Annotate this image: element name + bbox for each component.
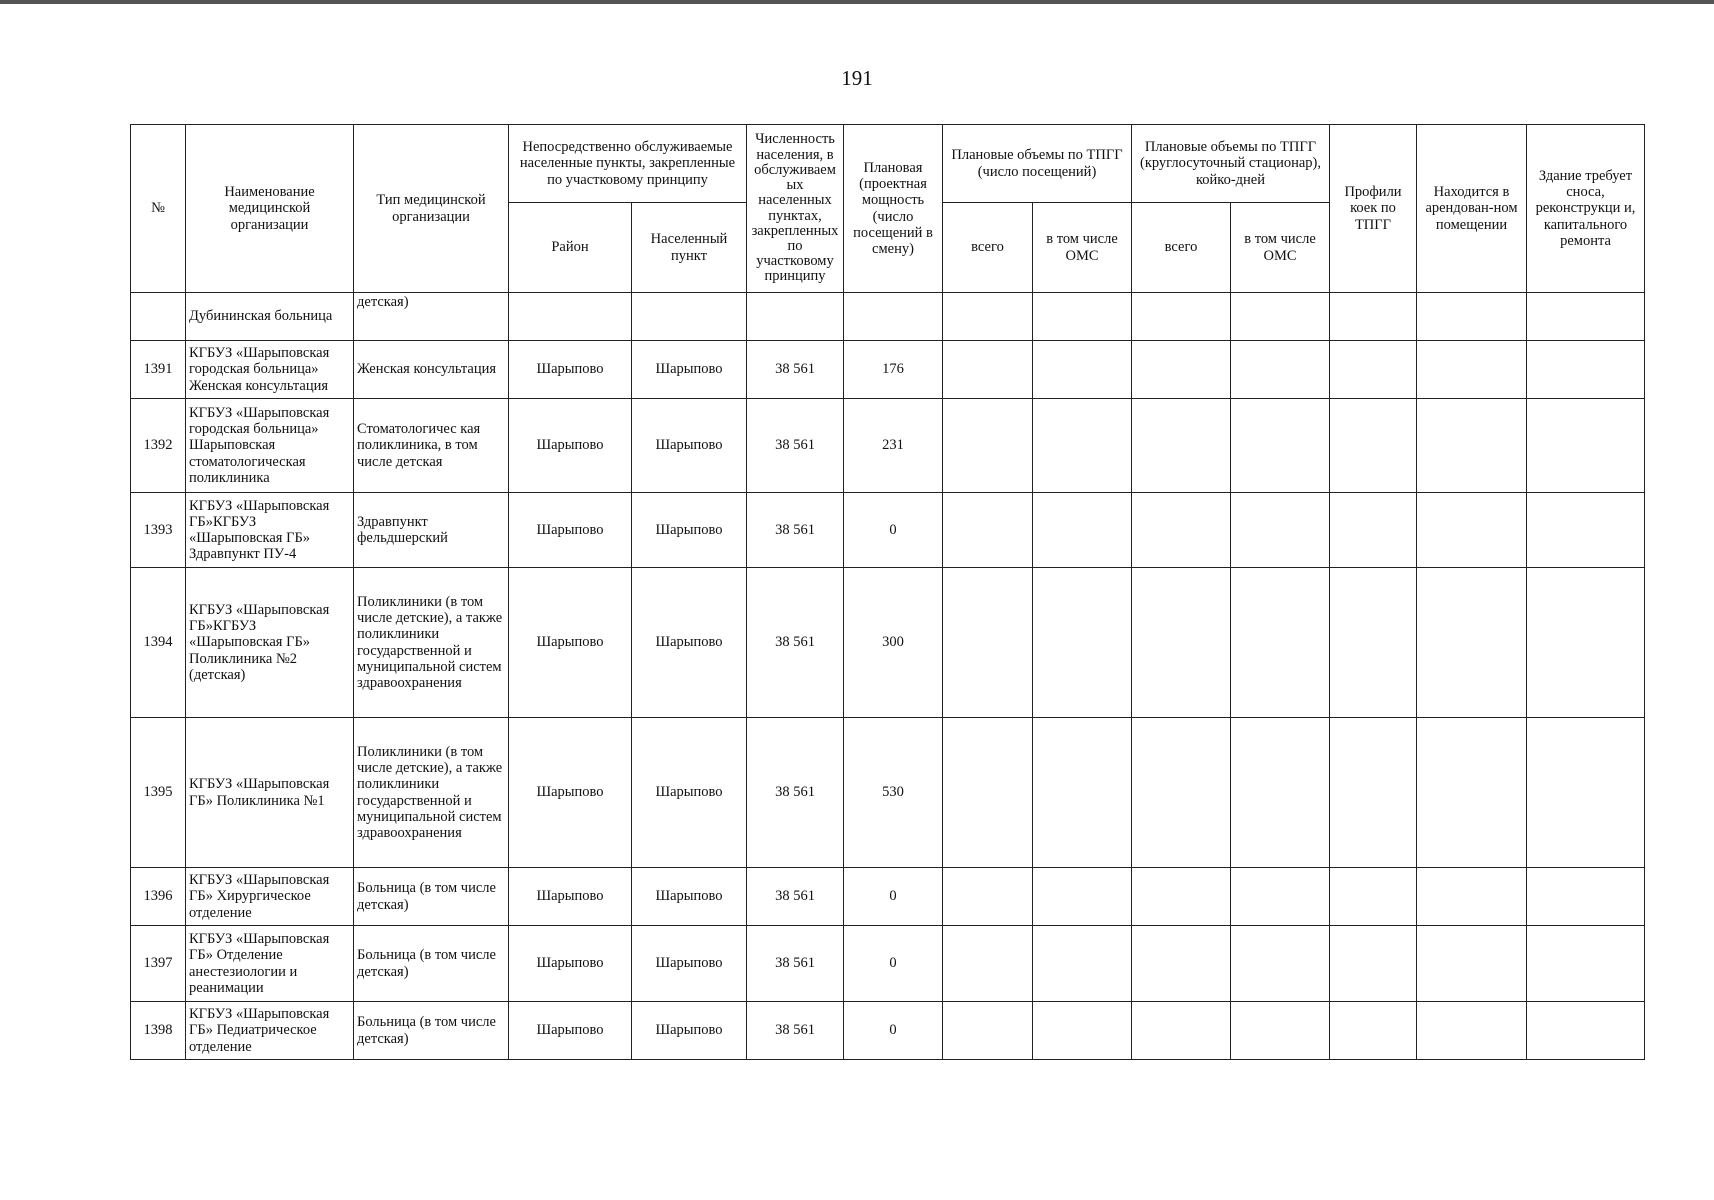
cell-visits-oms xyxy=(1033,341,1132,399)
cell-name: КГБУЗ «Шарыповская ГБ»КГБУЗ «Шарыповская ГБ» Поликлиника №2 (детская) xyxy=(186,568,354,718)
cell-visits-oms xyxy=(1033,1002,1132,1060)
cell-visits-total xyxy=(943,493,1033,568)
cell-district xyxy=(509,293,632,341)
cell-capacity: 530 xyxy=(844,718,943,868)
header-population: Численность населения, в обслуживаем ых населенных пунктах, закрепленных по участковому принципу xyxy=(747,125,844,293)
cell-settlement: Шарыпово xyxy=(632,868,747,926)
cell-num: 1394 xyxy=(131,568,186,718)
header-visits-total: всего xyxy=(943,203,1033,293)
cell-repair xyxy=(1527,718,1645,868)
cell-profiles xyxy=(1330,718,1417,868)
header-visits-oms: в том числе ОМС xyxy=(1033,203,1132,293)
cell-settlement: Шарыпово xyxy=(632,341,747,399)
cell-capacity: 0 xyxy=(844,868,943,926)
cell-beds-total xyxy=(1132,718,1231,868)
registry-table xyxy=(130,124,1645,1060)
cell-num: 1395 xyxy=(131,718,186,868)
cell-repair xyxy=(1527,568,1645,718)
cell-population: 38 561 xyxy=(747,341,844,399)
header-settlements-group: Непосредственно обслуживаемые населенные пункты, закрепленные по участковому принципу xyxy=(509,125,747,203)
cell-beds-total xyxy=(1132,926,1231,1002)
cell-capacity: 176 xyxy=(844,341,943,399)
cell-name: КГБУЗ «Шарыповская ГБ» Поликлиника №1 xyxy=(186,718,354,868)
cell-district: Шарыпово xyxy=(509,1002,632,1060)
cell-settlement: Шарыпово xyxy=(632,493,747,568)
cell-population: 38 561 xyxy=(747,926,844,1002)
cell-beds-oms xyxy=(1231,293,1330,341)
cell-num: 1392 xyxy=(131,399,186,493)
cell-settlement: Шарыпово xyxy=(632,399,747,493)
header-name: Наименование медицинской организации xyxy=(186,125,354,293)
cell-profiles xyxy=(1330,568,1417,718)
cell-beds-total xyxy=(1132,341,1231,399)
cell-repair xyxy=(1527,868,1645,926)
cell-name: КГБУЗ «Шарыповская городская больница» Шарыповская стоматологическая поликлиника xyxy=(186,399,354,493)
cell-num: 1396 xyxy=(131,868,186,926)
cell-rented xyxy=(1417,341,1527,399)
cell-population: 38 561 xyxy=(747,493,844,568)
cell-rented xyxy=(1417,1002,1527,1060)
cell-type: Стоматологичес кая поликлиника, в том числе детская xyxy=(354,399,509,493)
cell-type: Женская консультация xyxy=(354,341,509,399)
cell-district: Шарыпово xyxy=(509,926,632,1002)
cell-population: 38 561 xyxy=(747,399,844,493)
cell-repair xyxy=(1527,341,1645,399)
cell-type: Больница (в том числе детская) xyxy=(354,1002,509,1060)
header-beds-total: всего xyxy=(1132,203,1231,293)
header-capacity: Плановая (проектная мощность (число посещений в смену) xyxy=(844,125,943,293)
cell-profiles xyxy=(1330,293,1417,341)
cell-beds-oms xyxy=(1231,399,1330,493)
cell-repair xyxy=(1527,926,1645,1002)
cell-profiles xyxy=(1330,1002,1417,1060)
cell-visits-total xyxy=(943,293,1033,341)
cell-settlement xyxy=(632,293,747,341)
cell-capacity xyxy=(844,293,943,341)
table-header xyxy=(131,125,1645,293)
cell-name: КГБУЗ «Шарыповская городская больница» Женская консультация xyxy=(186,341,354,399)
cell-num: 1398 xyxy=(131,1002,186,1060)
cell-beds-oms xyxy=(1231,868,1330,926)
cell-repair xyxy=(1527,399,1645,493)
header-district: Район xyxy=(509,203,632,293)
header-num: № xyxy=(131,125,186,293)
cell-type: Больница (в том числе детская) xyxy=(354,926,509,1002)
cell-beds-total xyxy=(1132,399,1231,493)
header-beds-group: Плановые объемы по ТПГГ (круглосуточный стационар), койко-дней xyxy=(1132,125,1330,203)
table-body xyxy=(131,293,1645,1060)
cell-rented xyxy=(1417,718,1527,868)
table-row xyxy=(131,568,1645,718)
cell-beds-oms xyxy=(1231,718,1330,868)
cell-profiles xyxy=(1330,341,1417,399)
cell-profiles xyxy=(1330,926,1417,1002)
page-number: 191 xyxy=(841,66,873,90)
cell-capacity: 300 xyxy=(844,568,943,718)
cell-visits-oms xyxy=(1033,868,1132,926)
header-rented: Находится в арендован-ном помещении xyxy=(1417,125,1527,293)
cell-visits-total xyxy=(943,399,1033,493)
cell-profiles xyxy=(1330,399,1417,493)
cell-district: Шарыпово xyxy=(509,868,632,926)
cell-beds-oms xyxy=(1231,568,1330,718)
table-row xyxy=(131,718,1645,868)
cell-beds-total xyxy=(1132,1002,1231,1060)
cell-population: 38 561 xyxy=(747,868,844,926)
cell-beds-total xyxy=(1132,293,1231,341)
cell-beds-oms xyxy=(1231,341,1330,399)
cell-rented xyxy=(1417,568,1527,718)
table-row xyxy=(131,926,1645,1002)
cell-district: Шарыпово xyxy=(509,341,632,399)
header-repair: Здание требует сноса, реконструкци и, капитального ремонта xyxy=(1527,125,1645,293)
cell-name: КГБУЗ «Шарыповская ГБ» Хирургическое отделение xyxy=(186,868,354,926)
cell-visits-total xyxy=(943,568,1033,718)
cell-settlement: Шарыпово xyxy=(632,926,747,1002)
cell-beds-oms xyxy=(1231,926,1330,1002)
top-rule xyxy=(0,0,1714,4)
cell-visits-total xyxy=(943,926,1033,1002)
cell-rented xyxy=(1417,493,1527,568)
cell-visits-oms xyxy=(1033,568,1132,718)
cell-num: 1397 xyxy=(131,926,186,1002)
cell-beds-total xyxy=(1132,868,1231,926)
cell-num: 1391 xyxy=(131,341,186,399)
header-beds-oms: в том числе ОМС xyxy=(1231,203,1330,293)
table-row xyxy=(131,1002,1645,1060)
cell-visits-oms xyxy=(1033,493,1132,568)
cell-profiles xyxy=(1330,493,1417,568)
cell-district: Шарыпово xyxy=(509,718,632,868)
cell-beds-oms xyxy=(1231,1002,1330,1060)
cell-visits-oms xyxy=(1033,718,1132,868)
continuation-row xyxy=(131,293,1645,341)
header-type: Тип медицинской организации xyxy=(354,125,509,293)
cell-district: Шарыпово xyxy=(509,493,632,568)
cell-rented xyxy=(1417,926,1527,1002)
cell-name: КГБУЗ «Шарыповская ГБ»КГБУЗ «Шарыповская ГБ» Здравпункт ПУ-4 xyxy=(186,493,354,568)
cell-repair xyxy=(1527,493,1645,568)
header-settlement: Населенный пункт xyxy=(632,203,747,293)
cell-repair xyxy=(1527,1002,1645,1060)
table-row xyxy=(131,493,1645,568)
cell-name: КГБУЗ «Шарыповская ГБ» Педиатрическое отделение xyxy=(186,1002,354,1060)
header-profiles: Профили коек по ТПГГ xyxy=(1330,125,1417,293)
cell-rented xyxy=(1417,399,1527,493)
cell-settlement: Шарыпово xyxy=(632,1002,747,1060)
table-row xyxy=(131,341,1645,399)
cell-type: Поликлиники (в том числе детские), а также поликлиники государственной и муниципальной систем здравоохранения xyxy=(354,718,509,868)
cell-type: Больница (в том числе детская) xyxy=(354,868,509,926)
cell-type: Здравпункт фельдшерский xyxy=(354,493,509,568)
cell-population: 38 561 xyxy=(747,1002,844,1060)
cell-visits-oms xyxy=(1033,926,1132,1002)
cell-repair xyxy=(1527,293,1645,341)
cell-population: 38 561 xyxy=(747,718,844,868)
cell-capacity: 0 xyxy=(844,926,943,1002)
cell-visits-oms xyxy=(1033,399,1132,493)
cell-visits-total xyxy=(943,1002,1033,1060)
table-row xyxy=(131,868,1645,926)
header-visits-group: Плановые объемы по ТПГГ (число посещений) xyxy=(943,125,1132,203)
cell-rented xyxy=(1417,293,1527,341)
cell-district: Шарыпово xyxy=(509,568,632,718)
cell-num xyxy=(131,293,186,341)
cell-settlement: Шарыпово xyxy=(632,718,747,868)
cell-profiles xyxy=(1330,868,1417,926)
cell-visits-total xyxy=(943,718,1033,868)
table-row xyxy=(131,399,1645,493)
cell-population: 38 561 xyxy=(747,568,844,718)
cell-type: детская) xyxy=(354,293,509,341)
cell-rented xyxy=(1417,868,1527,926)
cell-visits-total xyxy=(943,341,1033,399)
cell-settlement: Шарыпово xyxy=(632,568,747,718)
cell-beds-total xyxy=(1132,493,1231,568)
cell-beds-total xyxy=(1132,568,1231,718)
cell-capacity: 0 xyxy=(844,1002,943,1060)
cell-type: Поликлиники (в том числе детские), а также поликлиники государственной и муниципальной систем здравоохранения xyxy=(354,568,509,718)
cell-district: Шарыпово xyxy=(509,399,632,493)
cell-population xyxy=(747,293,844,341)
cell-name: КГБУЗ «Шарыповская ГБ» Отделение анестезиологии и реанимации xyxy=(186,926,354,1002)
cell-capacity: 231 xyxy=(844,399,943,493)
cell-visits-total xyxy=(943,868,1033,926)
cell-visits-oms xyxy=(1033,293,1132,341)
cell-num: 1393 xyxy=(131,493,186,568)
cell-capacity: 0 xyxy=(844,493,943,568)
cell-beds-oms xyxy=(1231,493,1330,568)
cell-name: Дубининская больница xyxy=(186,293,354,341)
